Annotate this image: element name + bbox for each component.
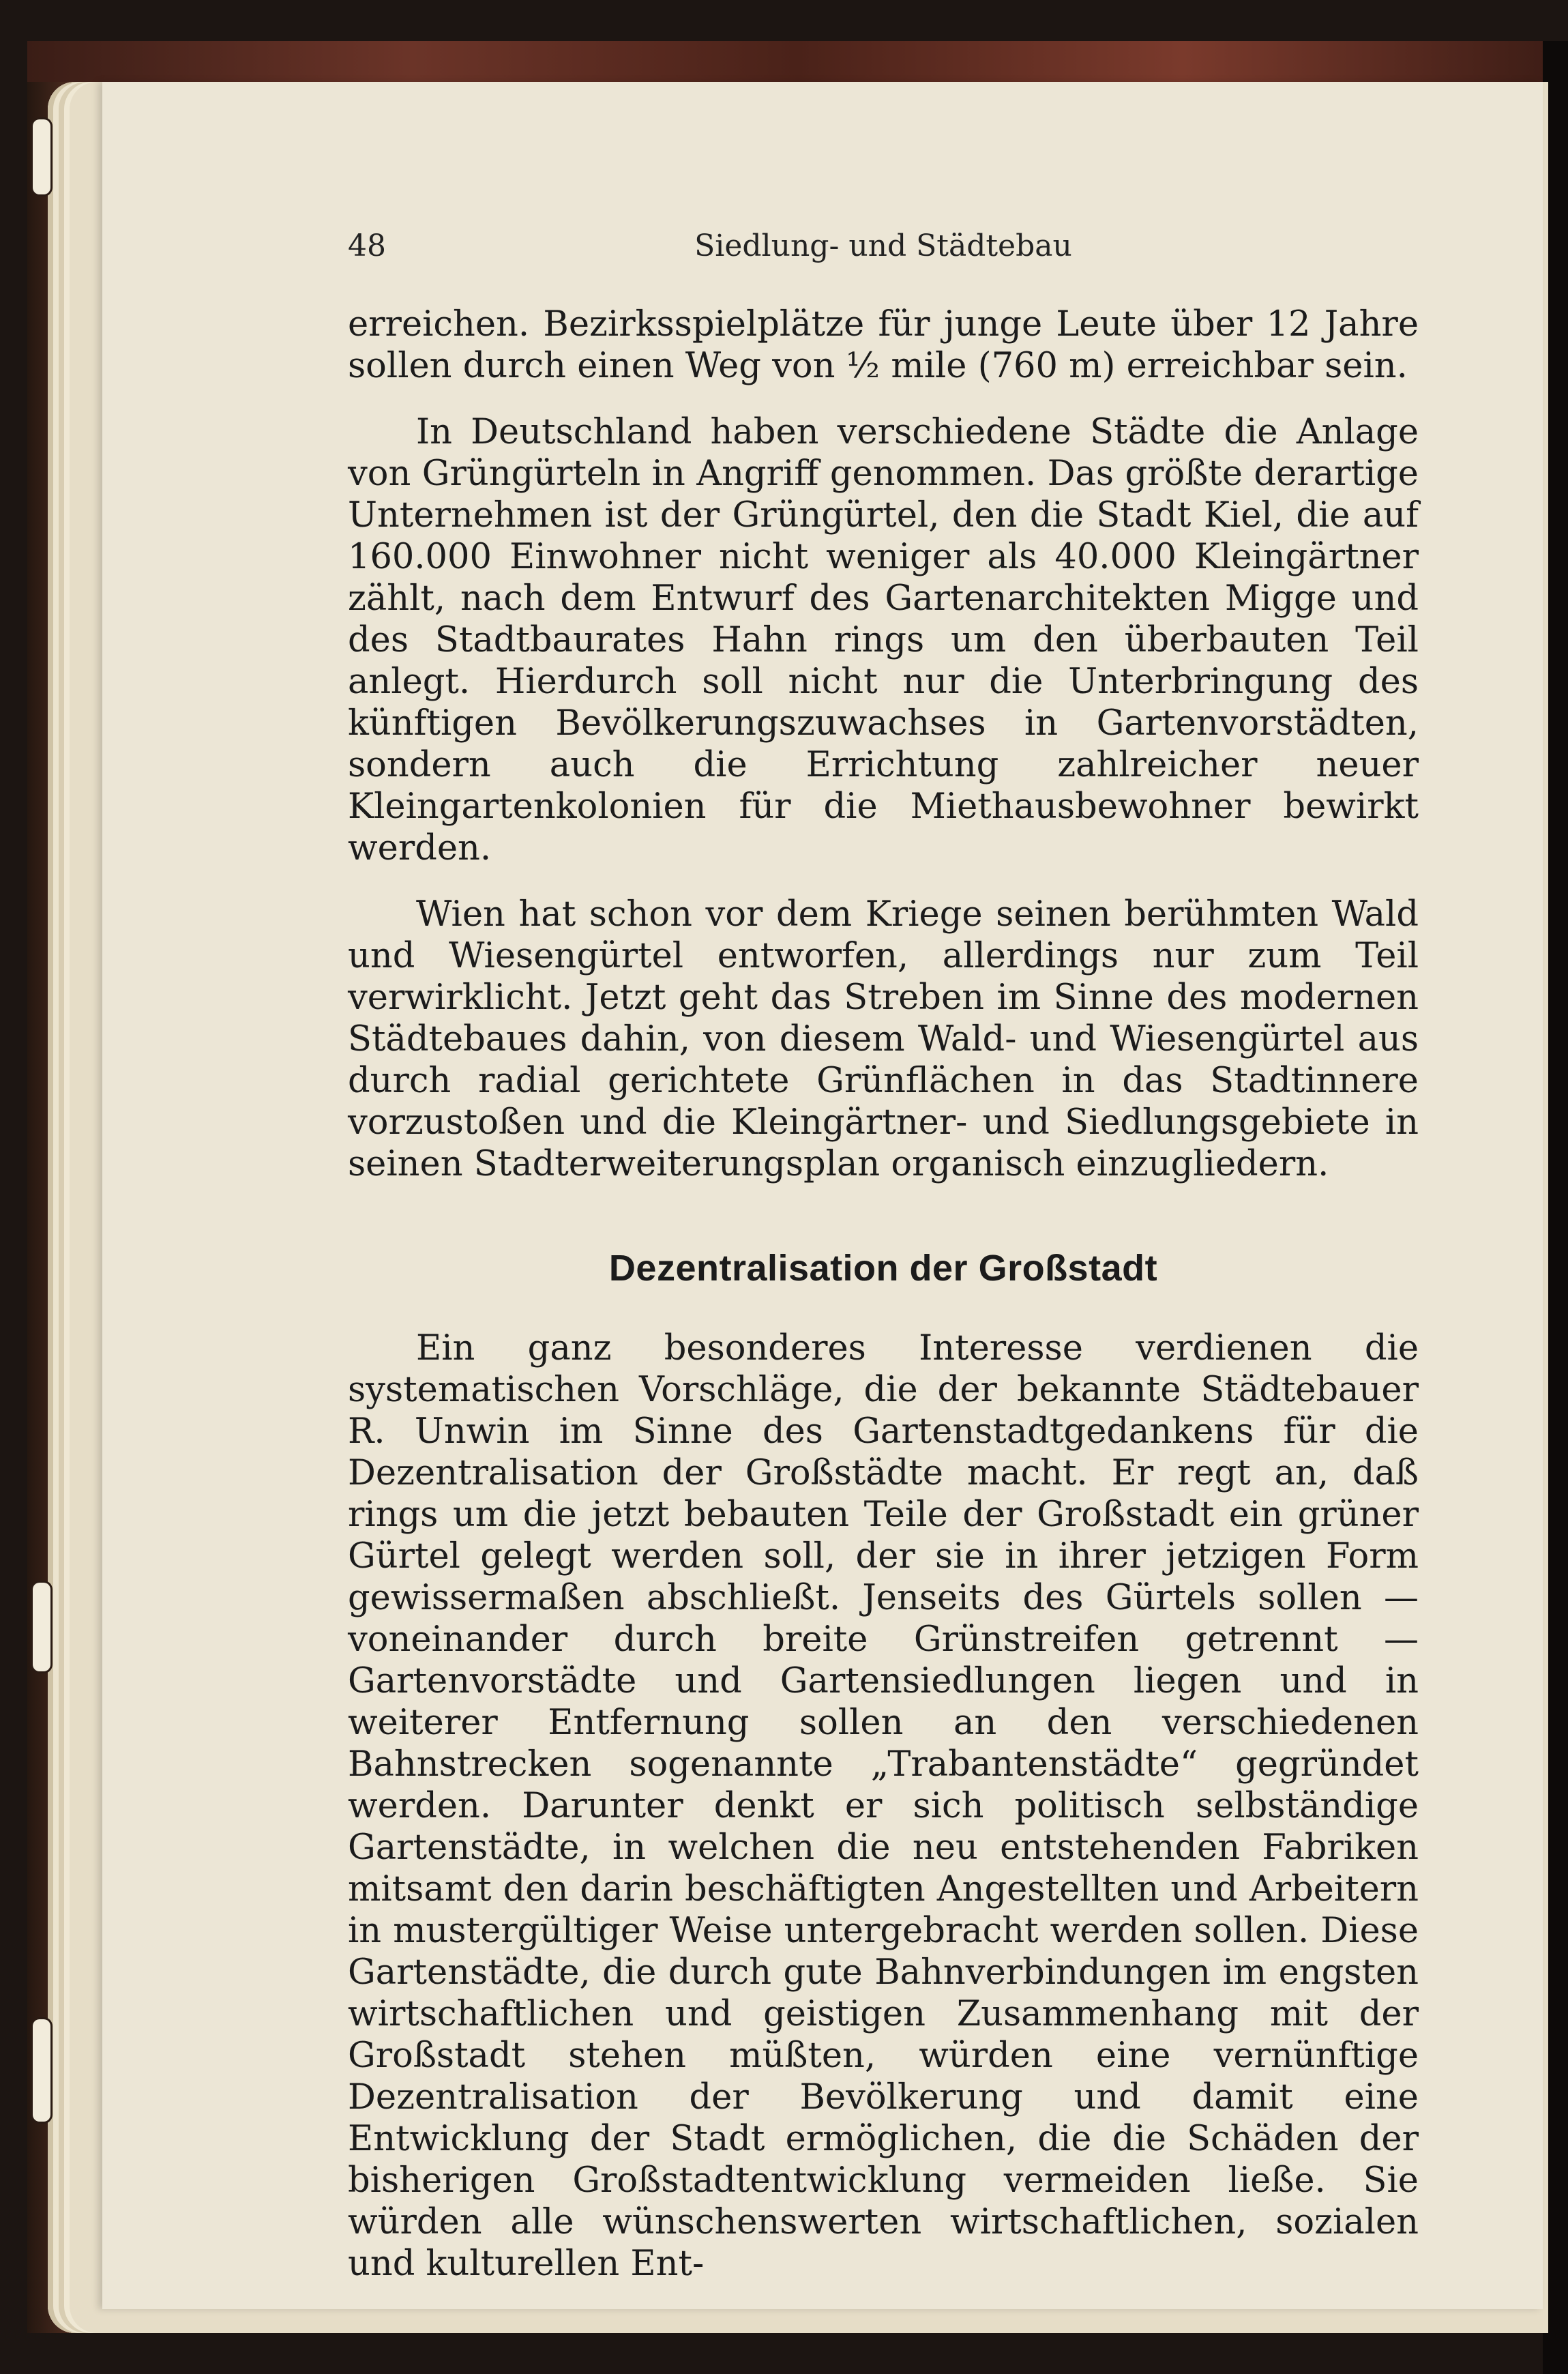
binding-tab-middle — [33, 1583, 50, 1671]
binding-tab-top — [33, 119, 50, 194]
paragraph-3: Wien hat schon vor dem Kriege seinen berühmten Wald und Wiesengürtel entworfen, allerdings nur zum Teil verwirklicht. Jetzt geht das Streben im Sinne des modernen Städtebaues dahin, von diesem Wald- und Wiesengürtel aus durch radial gerichtete Grünflächen in das Stadtinnere vorzustoßen und die Kleingärtner- und Siedlungsgebiete in seinen Stadterweiterungsplan organisch einzugliedern. — [348, 894, 1419, 1184]
page-body — [348, 304, 1419, 2285]
paragraph-1: erreichen. Bezirksspielplätze für junge Leute über 12 Jahre sollen durch einen Weg von ½ mile (760 m) erreichbar sein. — [348, 304, 1419, 386]
paragraph-2: In Deutschland haben verschiedene Städte die Anlage von Grüngürteln in Angriff genommen. Das größte derartige Unternehmen ist der Grüngürtel, den die Stadt Kiel, die auf 160.000 Einwohner nicht weniger als 40.000 Kleingärtner zählt, nach dem Entwurf des Gartenarchitekten Migge und des Stadtbaurates Hahn rings um den überbauten Teil anlegt. Hierdurch soll nicht nur die Unterbringung des künftigen Bevölkerungszuwachses in Gartenvorstädten, sondern auch die Errichtung zahlreicher neuer Kleingartenkolonien für die Miethausbewohner bewirkt werden. — [348, 412, 1419, 868]
paragraph-4: Ein ganz besonderes Interesse verdienen die systematischen Vorschläge, die der bekannte Städtebauer R. Unwin im Sinne des Gartenstadtgedankens für die Dezentralisation der Großstädte macht. Er regt an, daß rings um die jetzt bebauten Teile der Großstadt ein grüner Gürtel gelegt werden soll, der sie in ihrer jetzigen Form gewissermaßen abschließt. Jenseits des Gürtels sollen — voneinander durch breite Grünstreifen getrennt — Gartenvorstädte und Gartensiedlungen liegen und in weiterer Entfernung sollen an den verschiedenen Bahnstrecken sogenannte „Trabantenstädte“ gegründet werden. Darunter denkt er sich politisch selbständige Gartenstädte, in welchen die neu entstehenden Fabriken mitsamt den darin beschäftigten Angestellten und Arbeitern in mustergültiger Weise untergebracht werden sollen. Diese Gartenstädte, die durch gute Bahnverbindungen im engsten wirtschaftlichen und geistigen Zusammenhang mit der Großstadt stehen müßten, würden eine vernünftige Dezentralisation der Bevölkerung und damit eine Entwicklung der Stadt ermöglichen, die die Schäden der bisherigen Großstadtentwicklung vermeiden ließe. Sie würden alle wünschenswerten wirtschaftlichen, sozialen und kulturellen Ent- — [348, 1328, 1419, 2284]
binding-tab-bottom — [33, 2019, 50, 2122]
page-number: 48 — [348, 229, 386, 263]
running-head — [348, 229, 1419, 283]
section-heading: Dezentralisation der Großstadt — [608, 1248, 1158, 1289]
running-title: Siedlung- und Städtebau — [694, 229, 1072, 263]
